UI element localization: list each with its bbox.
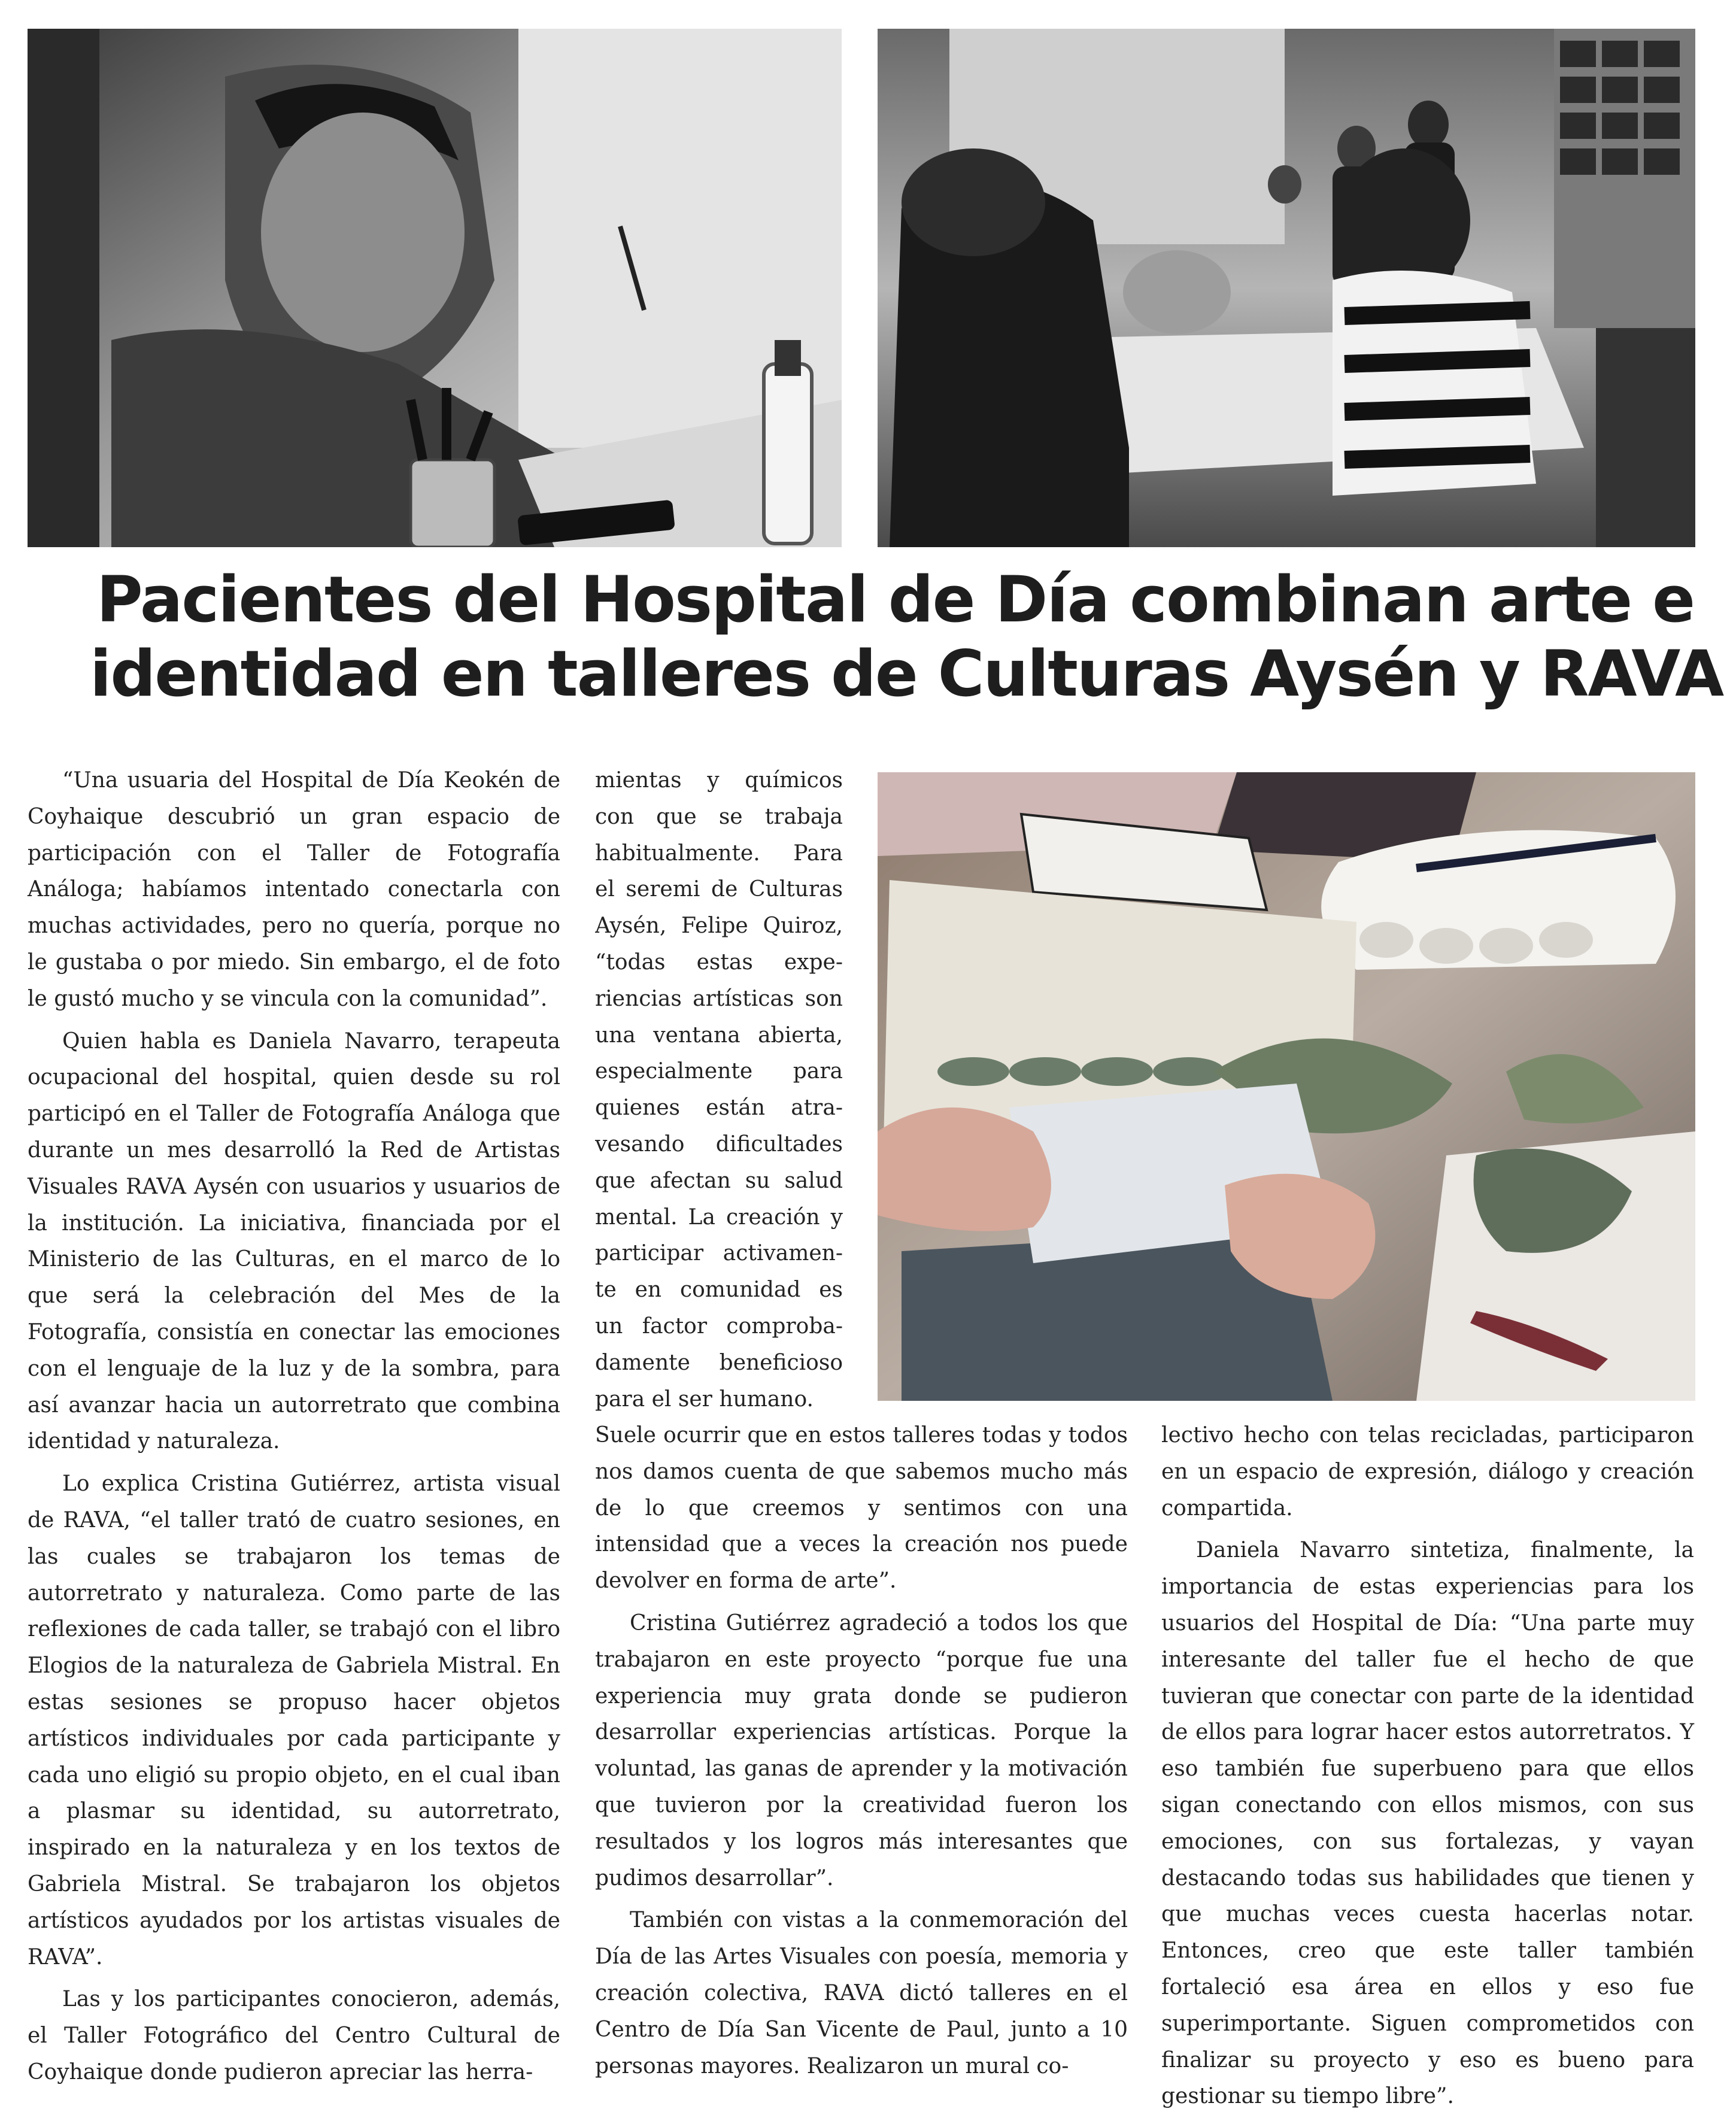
- paragraph: Daniela Navarro sintetiza, finalmente, la importancia de estas experiencias para los usuarios del Hospital de Día: “Una parte muy interesante del taller fue el hecho de que tuvieran que conectar con parte de la identidad de ellos para lograr hacer estos autorretratos. Y eso también fue superbueno para que ellos sigan conectando con ellos mismos, con sus emociones, con sus fortalezas, y vayan destacando todas sus habilidades que tienen y que muchas veces cuesta hacerlas notar. Entonces, creo que este taller también fortaleció esa área en ellos y eso fue superimportante. Siguen comprometidos con finalizar su proyecto y eso es bueno para gestionar su tiempo libre”.: [1161, 1538, 1694, 2109]
- paragraph: Cristina Gutiérrez agradeció a todos los que trabajaron en este proyecto “porque fue una experiencia muy grata donde se pudieron desarrollar experiencias artísticas. Porque la voluntad, las ganas de aprender y la motivación que tuvieron por la creatividad fueron los resultados y los logros más interesantes que pudimos desarrollar”.: [595, 1610, 1128, 1891]
- text-line: Aysén, Felipe Quiroz,: [595, 914, 843, 939]
- text-line: te en comunidad es: [595, 1278, 843, 1303]
- photo-man-drawing: [28, 29, 842, 547]
- article-column-3: [1161, 1418, 1694, 2115]
- paragraph: lectivo hecho con telas recicladas, participaron en un espacio de expresión, diálogo y creación compartida.: [1161, 1423, 1694, 1521]
- paragraph: Quien habla es Daniela Navarro, terapeuta ocupacional del hospital, quien desde su rol participó en el Taller de Fotografía Análoga que durante un mes desarrolló la Red de Artistas Visuales RAVA Aysén con usuarios y usuarios de la institución. La iniciativa, financiada por el Ministerio de las Culturas, en el marco de lo que será la celebración del Mes de la Fotografía, consistía en conectar las emociones con el lenguaje de la luz y de la sombra, para así avanzar hacia un autorretrato que combina identidad y naturaleza.: [28, 1028, 560, 1454]
- text-line: el seremi de Culturas: [595, 877, 843, 902]
- text-line: habitualmente. Para: [595, 840, 843, 866]
- paragraph: “Una usuaria del Hospital de Día Keokén de Coyhaique descubrió un gran espacio de participación con el Taller de Fotografía Análoga; habíamos intentado conectarla con muchas actividades, pero no quería, porque no le gustaba o por miedo. Sin embargo, el de foto le gustó mucho y se vincula con la comunidad”.: [28, 768, 560, 1011]
- text-line: con que se trabaja: [595, 804, 843, 829]
- paragraph: Suele ocurrir que en estos talleres todas y todos nos damos cuenta de que sabemos mucho más de lo que creemos y sentimos con una intensidad que a veces la creación nos puede devolver en forma de arte”.: [595, 1423, 1128, 1594]
- article-headline: [90, 563, 1723, 711]
- text-line: que afectan su salud: [595, 1168, 843, 1193]
- text-line: quienes están atra-: [595, 1096, 843, 1121]
- photo-workshop-group: [878, 29, 1695, 547]
- paragraph: Las y los participantes conocieron, además, el Taller Fotográfico del Centro Cultural de Coyhaique donde pudieron apreciar las herra-: [28, 1987, 560, 2084]
- text-line: vesando dificultades: [595, 1131, 843, 1157]
- paragraph: Lo explica Cristina Gutiérrez, artista visual de RAVA, “el taller trató de cuatro sesiones, en las cuales se trabajaron los temas de autorretrato y naturaleza. Como parte de las reflexiones de cada taller, se trabajó con el libro Elogios de la naturaleza de Gabriela Mistral. En estas sesiones se propuso hacer objetos artísticos individuales por cada participante y cada uno eligió su propio objeto, en el cual iban a plasmar su identidad, su autorretrato, inspirado en la naturaleza y en los textos de Gabriela Mistral. Se trabajaron los objetos artísticos ayudados por los artistas visuales de RAVA”.: [28, 1471, 560, 1970]
- headline-line-2: identidad en talleres de Culturas Aysén y RAVA: [90, 637, 1723, 711]
- text-line: especialmente para: [595, 1059, 843, 1084]
- text-line: para el ser humano.: [595, 1386, 814, 1412]
- article-column-2: [595, 1418, 1128, 2084]
- text-line: mientas y químicos: [595, 768, 843, 793]
- text-line: mental. La creación y: [595, 1204, 843, 1230]
- article-column-1: [28, 763, 560, 2091]
- text-line: un factor comproba-: [595, 1313, 843, 1339]
- article-column-2-narrow: [595, 763, 843, 1418]
- photo-hands-artwork: [878, 772, 1695, 1401]
- text-line: riencias artísticas son: [595, 986, 843, 1011]
- headline-line-1: Pacientes del Hospital de Día combinan arte e: [96, 563, 1694, 636]
- paragraph: También con vistas a la conmemoración del Día de las Artes Visuales con poesía, memoria y creación colectiva, RAVA dictó talleres en el Centro de Día San Vicente de Paul, junto a 10 personas mayores. Realizaron un mural co-: [595, 1908, 1128, 2078]
- text-line: damente beneficioso: [595, 1350, 843, 1375]
- text-line: “todas estas expe-: [595, 949, 843, 975]
- text-line: una ventana abierta,: [595, 1022, 843, 1048]
- text-line: participar activamen-: [595, 1241, 843, 1266]
